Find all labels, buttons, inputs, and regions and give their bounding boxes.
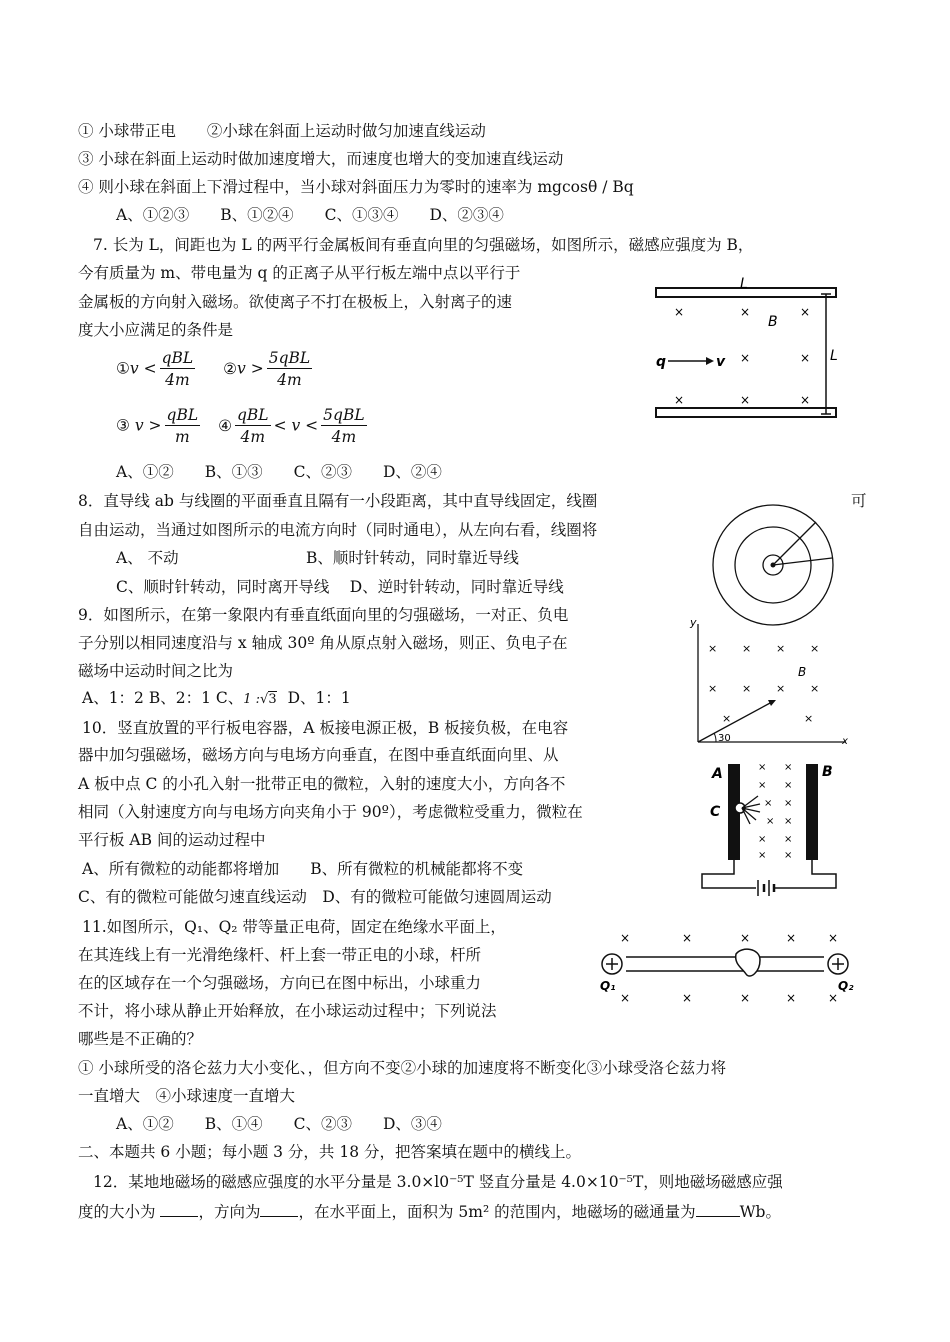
q7-line-4: 度大小应满足的条件是 [78, 321, 234, 339]
angle-label: 30 [718, 733, 731, 744]
q7-option-3-numerator: qBL [166, 406, 199, 424]
svg-text:×: × [800, 305, 811, 319]
q7-option-4-numerator-2: 5qBL [323, 406, 365, 424]
q9-choice-c-ratio: 1 : [243, 692, 261, 707]
q10-options-cd: C、有的微粒可能做匀速直线运动 D、有的微粒可能做匀速圆周运动 [78, 888, 552, 906]
statement-2-text: ②小球在斜面上运动时做匀加速直线运动 [206, 122, 486, 140]
q7-option-4-numerator-1: qBL [236, 406, 269, 424]
q7-option-2-denominator: 4m [277, 371, 302, 389]
y-axis-label: y [690, 616, 697, 629]
q7-fig-label-v: v [716, 354, 726, 370]
q9-choices [82, 688, 351, 710]
battery-icon [758, 880, 774, 896]
svg-text:×: × [764, 798, 773, 809]
q11-figure [596, 924, 864, 1008]
q12-text-3: ，在水平面上，面积为 5m² 的范围内，地磁场的磁通量为 [298, 1203, 696, 1221]
field-crosses [674, 305, 810, 407]
q9-line-2: 子分别以相同速度沿与 x 轴成 30º 角从原点射入磁场，则正、负电子在 [78, 634, 568, 652]
q11-line-6: ① 小球所受的洛仑兹力大小变化、，但方向不变②小球的加速度将不断变化③小球受洛仑兹力将 [78, 1059, 727, 1077]
field-crosses [620, 931, 838, 1005]
point-C-label: C [710, 804, 721, 820]
svg-text:×: × [740, 991, 751, 1005]
q9-line-1: 9．如图所示，在第一象限内有垂直纸面向里的匀强磁场，一对正、负电 [78, 606, 569, 624]
q10-line-4: 相同（入射速度方向与电场方向夹角小于 90º），考虑微粒受重力，微粒在 [78, 803, 583, 821]
q7-option-4-denominator-1: 4m [240, 428, 266, 446]
svg-text:×: × [742, 682, 752, 695]
svg-text:×: × [828, 991, 839, 1005]
svg-text:×: × [674, 393, 685, 407]
svg-text:×: × [776, 642, 786, 655]
q7-option-2-numerator: 5qBL [268, 349, 311, 367]
q9-figure [688, 614, 858, 750]
q7-fig-label-B: B [768, 314, 778, 330]
label-Q1: Q₁ [600, 979, 616, 993]
q7-option-1-numerator: qBL [161, 349, 194, 367]
svg-text:×: × [740, 393, 751, 407]
coil-edge-1 [773, 522, 816, 565]
q12-line-2 [78, 1200, 781, 1222]
svg-text:×: × [620, 991, 631, 1005]
q8-options-ab [116, 548, 519, 568]
q11-line-7: 一直增大 ④小球速度一直增大 [78, 1087, 296, 1105]
q9-choice-d: D、1：1 [287, 689, 351, 707]
q8-line-1: 8．直导线 ab 与线圈的平面垂直且隔有一小段距离，其中直导线固定，线圈 [78, 492, 598, 510]
q12-text-2: ，方向为 [198, 1203, 261, 1221]
q8-option-a: A、 不动 [116, 549, 179, 567]
svg-text:×: × [786, 991, 797, 1005]
q12-text-4: Wb。 [739, 1203, 781, 1221]
q7-fig-label-L-top: L [740, 276, 748, 292]
q7-option-4-relation: < v < [273, 416, 319, 435]
q7-option-2-relation: v > [237, 359, 264, 378]
q7-figure [640, 270, 850, 430]
label-Q2: Q₂ [838, 979, 854, 993]
svg-text:×: × [620, 931, 631, 945]
velocity-arrowhead [706, 357, 714, 365]
bottom-plate [656, 408, 836, 417]
svg-text:×: × [784, 762, 793, 773]
section-2-heading: 二、本题共 6 小题；每小题 3 分，共 18 分，把答案填在题中的横线上。 [78, 1143, 582, 1161]
svg-text:×: × [810, 682, 820, 695]
q10-line-3: A 板中点 C 的小孔入射一批带正电的微粒，入射的速度大小，方向各不 [78, 775, 566, 793]
q11-line-3: 在的区域存在一个匀强磁场，方向已在图中标出，小球重力 [78, 974, 482, 992]
svg-text:×: × [776, 682, 786, 695]
svg-text:×: × [828, 931, 839, 945]
blank-field-direction[interactable] [260, 1200, 298, 1217]
svg-text:×: × [674, 305, 685, 319]
q7-line-3: 金属板的方向射入磁场。欲使离子不打在极板上，入射离子的速 [78, 293, 513, 311]
svg-text:×: × [800, 393, 811, 407]
blank-magnetic-flux[interactable] [696, 1200, 740, 1217]
svg-text:×: × [784, 780, 793, 791]
plate-B [806, 764, 818, 860]
q7-option-4-denominator-2: 4m [331, 428, 357, 446]
plate-B-label: B [822, 764, 833, 780]
statement-4: ④ 则小球在斜面上下滑过程中，当小球对斜面压力为零时的速率为 mgcosθ / Bq [78, 178, 634, 196]
svg-text:×: × [784, 850, 793, 861]
svg-text:×: × [742, 642, 752, 655]
q11-line-5: 哪些是不正确的？ [78, 1030, 203, 1048]
q7-line-2: 今有质量为 m、带电量为 q 的正离子从平行板左端中点以平行于 [78, 264, 521, 282]
q12-text-1: 度的大小为 [78, 1203, 161, 1221]
q9-fig-label-B: B [798, 665, 807, 679]
velocity-direction [698, 702, 772, 742]
q10-options-ab: A、所有微粒的动能都将增加 B、所有微粒的机械能都将不变 [82, 860, 524, 878]
q12-line-1: 12．某地地磁场的磁感应强度的水平分量是 3.0×l0⁻⁵T 竖直分量是 4.0×10⁻⁵T，则地磁场磁感应强 [93, 1173, 783, 1191]
q9-line-3: 磁场中运动时间之比为 [78, 662, 234, 680]
q11-line-4: 不计，将小球从静止开始释放，在小球运动过程中；下列说法 [78, 1002, 497, 1020]
svg-text:×: × [722, 712, 732, 725]
q8-figure [708, 500, 838, 630]
statement-1-text: ① 小球带正电 [78, 122, 176, 140]
sqrt-symbol: √ [260, 692, 269, 707]
q11-line-1: 11.如图所示，Q₁、Q₂ 带等量正电荷，固定在绝缘水平面上， [82, 918, 506, 936]
svg-text:×: × [708, 682, 718, 695]
q7-option-3-label: ③ [116, 416, 130, 435]
q7-line-1: 7. 长为 L，间距也为 L 的两平行金属板间有垂直向里的匀强磁场，如图所示，磁感应强度为 B， [93, 236, 754, 254]
svg-text:×: × [786, 931, 797, 945]
svg-text:×: × [708, 642, 718, 655]
q7-option-1-fraction [160, 348, 196, 391]
svg-text:×: × [758, 850, 767, 861]
svg-text:×: × [784, 798, 793, 809]
svg-text:×: × [784, 834, 793, 845]
q7-option-4-label: ④ [218, 416, 232, 435]
q11-line-2: 在其连线上有一光滑绝缘杆、杆上套一带正电的小球，杆所 [78, 946, 482, 964]
q7-option-2-label: ② [223, 359, 238, 378]
svg-text:×: × [800, 351, 811, 365]
svg-text:×: × [758, 780, 767, 791]
field-crosses [708, 642, 819, 725]
q8-line-2: 自由运动，当通过如图所示的电流方向时（同时通电），从左向右看，线圈将 [78, 521, 598, 539]
q7-option-2-fraction [267, 348, 312, 391]
q7-option-1-denominator: 4m [165, 371, 190, 389]
q7-option-1-relation: v < [129, 359, 157, 378]
q7-option-1-label: ① [116, 359, 130, 378]
field-crosses [758, 762, 792, 861]
q9-choice-c-radicand: 3 [268, 692, 277, 707]
svg-text:×: × [804, 712, 814, 725]
q10-line-2: 器中加匀强磁场，磁场方向与电场方向垂直，在图中垂直纸面向里、从 [78, 746, 559, 764]
q7-option-3-fraction [165, 405, 201, 448]
q8-options-cd: C、顺时针转动，同时离开导线 D、逆时针转动，同时靠近导线 [116, 578, 564, 596]
q7-option-3-denominator: m [174, 428, 190, 446]
svg-text:×: × [758, 834, 767, 845]
statement-3: ③ 小球在斜面上运动时做加速度增大，而速度也增大的变加速直线运动 [78, 150, 564, 168]
q7-fig-label-L-side: L [830, 348, 838, 364]
q10-line-5: 平行板 AB 间的运动过程中 [78, 831, 266, 849]
angle-arc [714, 733, 716, 742]
q9-choices-ab: A、1：2 B、2：1 C、 [82, 689, 244, 707]
blank-field-magnitude[interactable] [160, 1200, 198, 1217]
q8-line-1-end: 可 [851, 492, 867, 510]
charged-ball [736, 949, 760, 976]
svg-text:×: × [740, 305, 751, 319]
svg-text:×: × [740, 351, 751, 365]
q7-option-4-fraction-1 [235, 405, 271, 448]
q7-fig-label-q: q [656, 354, 667, 370]
plate-A-label: A [712, 766, 723, 782]
svg-text:×: × [682, 991, 693, 1005]
q7-choices: A、①② B、①③ C、②③ D、②④ [116, 463, 442, 481]
statement-1 [78, 121, 486, 141]
q10-line-1: 10．竖直放置的平行板电容器，A 板接电源正极，B 板接负极，在电容 [82, 719, 569, 737]
svg-text:×: × [766, 816, 775, 827]
q7-options-row-2 [116, 405, 370, 448]
q7-option-4-fraction-2 [321, 405, 366, 448]
q7-option-3-relation: v > [134, 416, 162, 435]
q10-figure [694, 756, 844, 896]
q8-option-b: B、顺时针转动，同时靠近导线 [306, 549, 519, 567]
q11-choices: A、①② B、①④ C、②③ D、③④ [116, 1115, 442, 1133]
q7-options-row-1 [116, 348, 315, 391]
svg-text:×: × [740, 931, 751, 945]
prev-choices: A、①②③ B、①②④ C、①③④ D、②③④ [116, 206, 504, 224]
x-axis-label: x [842, 736, 848, 747]
svg-text:×: × [758, 762, 767, 773]
svg-text:×: × [810, 642, 820, 655]
svg-text:×: × [784, 816, 793, 827]
svg-text:×: × [682, 931, 693, 945]
